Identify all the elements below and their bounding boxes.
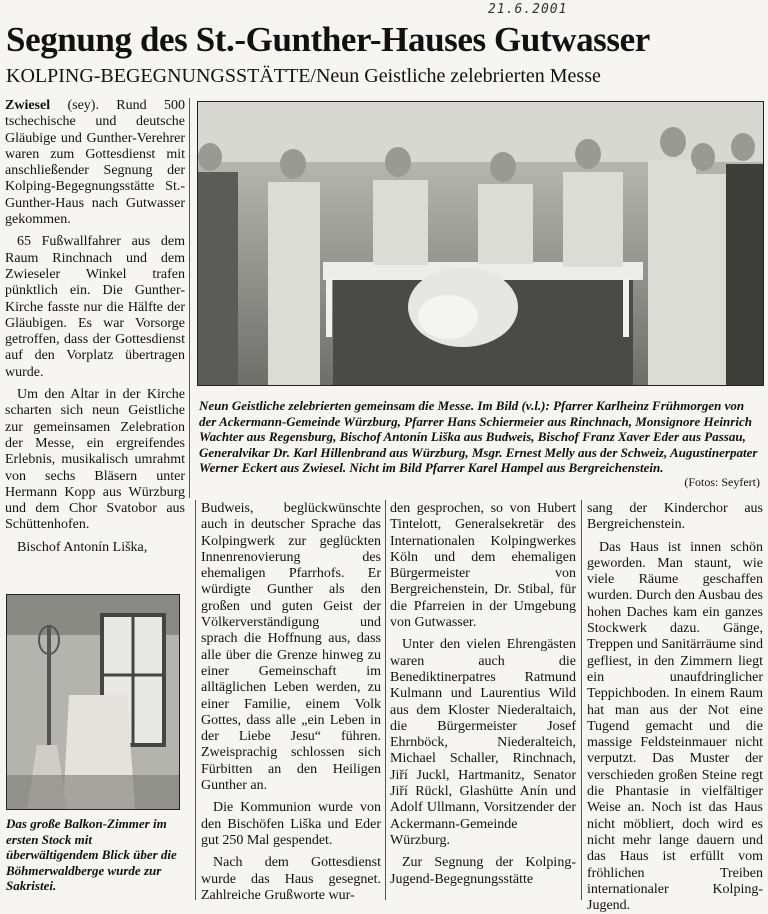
small-photo-caption: Das große Balkon-Zimmer im ersten Stock mit überwältigendem Blick über die Böhmerwaldberge wurde zur Sakristei. [6,816,177,893]
paragraph: Zur Segnung der Kolping-Jugend-Begegnungsstätte [390,855,576,887]
lead-paragraph [5,98,185,228]
main-photo-caption: Neun Geistliche zelebrierten gemeinsam die Messe. Im Bild (v.l.): Pfarrer Karlheinz Frühmorgen von der Ackermann-Gemeinde Würzburg, Pfarrer Hans Schiermeier aus Rinchnach, Monsignore Heinrich Wachter aus Regensburg, Bischof Antonín Liška aus Budweis, Bischof Franz Xaver Eder aus Passau, Generalvikar Dr. Karl Hillenbrand aus Würzburg, Msgr. Ernest Melly aus der Schweiz, Augustinerpater Werner Eckert aus Zwiesel. Nicht im Bild Pfarrer Karel Hampel aus Bergreichenstein. [199,398,758,475]
column-rule [385,500,386,900]
subheadline: KOLPING-BEGEGNUNGSSTÄTTE/Neun Geistliche zelebrierten Messe [6,65,601,87]
paragraph: Die Kommunion wurde von den Bischöfen Liška und Eder gut 250 Mal gespendet. [201,800,381,848]
paragraph: sang der Kinderchor aus Bergreichenstein. [587,501,763,533]
main-photo-clergy-at-altar [197,101,764,386]
column-rule [189,98,190,498]
article-column-4 [587,501,763,914]
photo-scene [198,102,763,385]
handwritten-date: 21.6.2001 [488,2,568,17]
article-column-3 [390,501,576,888]
article-column-2 [201,501,381,904]
paragraph: Das Haus ist innen schön geworden. Man staunt, wie viele Räume geschaffen wurden. Durch den Ausbau des hohen Daches kam ein ganzes Stockwerk dazu. Gänge, Treppen und Sanitärräume sind gefliest, in den Zimmern liegt ein unaufdringlicher Teppichboden. In einem Raum hat man aus der Not eine Tugend gemacht und die massige Feldsteinmauer nicht verputzt. Das Muster der verschieden großen Steine regt die Phantasie in vielfältiger Weise an. Noch ist das Haus nicht möbliert, doch wird es nicht mehr lange dauern und das Haus ist erfüllt vom fröhlichen Treiben internationaler Kolping-Jugend. [587,539,763,914]
dateline-place: Zwiesel [5,98,51,113]
photo-credit: (Fotos: Seyfert) [684,475,760,489]
paragraph: Bischof Antonín Liška, [17,539,148,555]
headline: Segnung des St.-Gunther-Hauses Gutwasser [6,20,650,59]
paragraph: Unter den vielen Ehrengästen waren auch die Benediktinerpatres Ratmund Kulmann und Laurentius Wild aus dem Kloster Niederaltaich, die Bürgermeister Josef Ehrnböck, Niederalteich, Michael Schaller, Rinchnach, Jiří Juckl, Hartmanitz, Senator Jiří Rückl, Glashütte Anín und Adolf Ullmann, Vorsitzender der Ackermann-Gemeinde Würzburg. [390,637,576,848]
article-column-1 [5,98,185,556]
paragraph: Um den Altar in der Kirche scharten sich neun Geistliche zur gemeinsamen Zelebration der Messe, ein ergreifendes Erlebnis, musikalisch umrahmt von sechs Bläsern unter Hermann Kopp aus Würzburg und dem Chor Svatobor aus Schüttenhofen. [5,387,185,533]
paragraph: Budweis, beglückwünschte auch in deutscher Sprache das Kolpingwerk zur geglückten Innenrenovierung des ehemaligen Pfarrhofs. Er würdigte Gunther als den großen und guten Geist der Völkerverständigung und sprach die Hoffnung aus, dass alle über die Grenze hinweg zu einer Gemeinschaft im alltäglichen Leben werden, zu einer Familie, einem Volk Gottes, dass alle „ein Leben in der Liebe Jesu“ führen. Zweisprachig schlossen sich Fürbitten an den Heiligen Gunther an. [201,501,381,794]
paragraph: Nach dem Gottesdienst wurde das Haus gesegnet. Zahlreiche Grußworte wur- [201,855,381,903]
photo-scene [7,595,179,809]
column-rule [581,500,582,900]
small-photo-balcony-room [6,594,180,810]
paragraph: den gesprochen, so von Hubert Tintelott, Generalsekretär des Internationalen Kolpingwerkes Köln und dem ehemaligen Bürgermeister von Bergreichenstein, Dr. Stibal, für die Pfarreien in der Umgebung von Gutwasser. [390,501,576,631]
column-rule [195,500,196,900]
lead-text: (sey). Rund 500 tschechische und deutsche Gläubige und Gunther-Verehrer waren zum Gottesdienst mit anschließender Segnung der Kolping-Begegnungsstätte St.-Gunther-Haus nach Gutwasser gekommen. [5,98,185,228]
paragraph: 65 Fußwallfahrer aus dem Raum Rinchnach und dem Zwieseler Winkel trafen pünktlich ein. Die Gunther-Kirche fasste nur die Hälfte der Gläubigen. Es war Vorsorge getroffen, dass der Gottesdienst auf den Vorplatz übertragen wurde. [5,234,185,380]
